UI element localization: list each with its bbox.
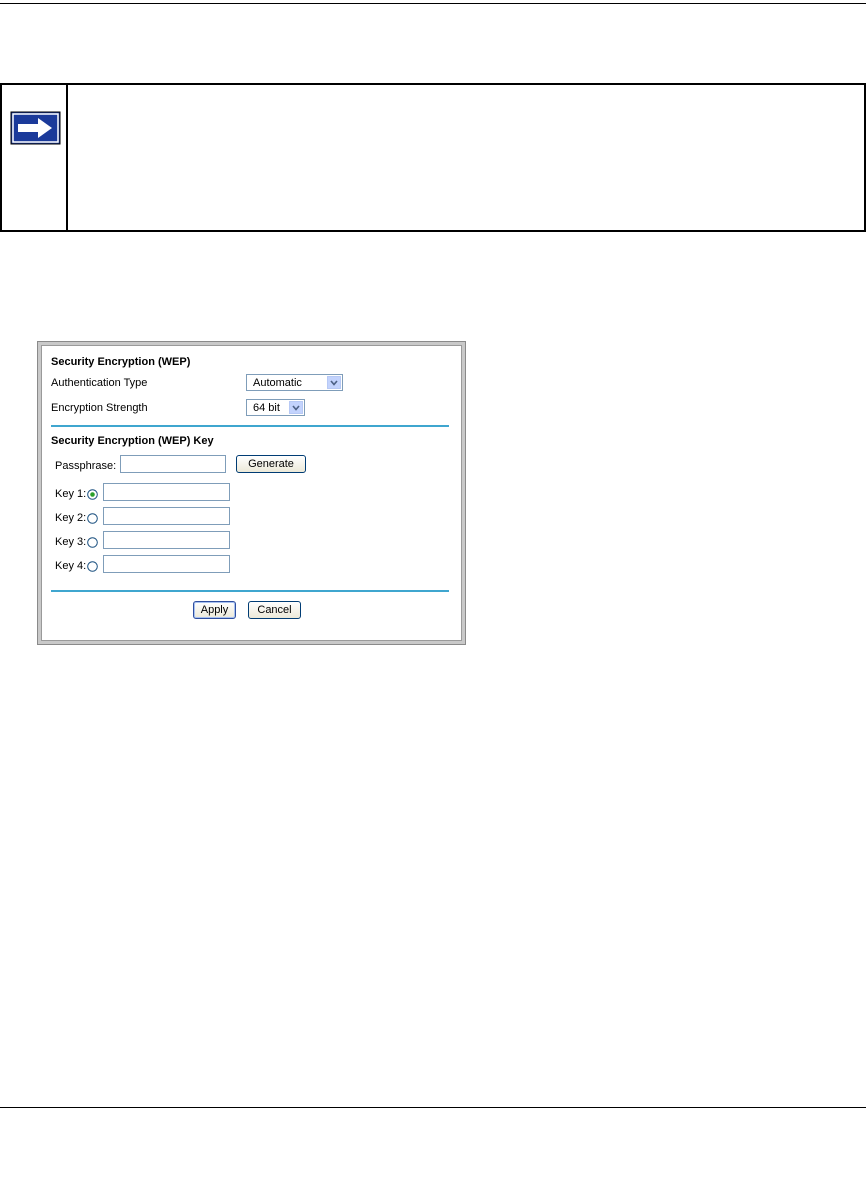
right-arrow-icon: [10, 111, 61, 145]
key-3-input[interactable]: [103, 531, 230, 549]
section-divider: [51, 590, 449, 592]
passphrase-input[interactable]: [120, 455, 226, 473]
key-2-input[interactable]: [103, 507, 230, 525]
cancel-button[interactable]: Cancel: [248, 601, 301, 619]
auth-type-value: Automatic: [253, 377, 302, 389]
generate-button[interactable]: Generate: [236, 455, 306, 473]
key-3-label: Key 3:: [55, 536, 87, 548]
passphrase-label: Passphrase:: [55, 460, 117, 472]
key-2-label: Key 2:: [55, 512, 87, 524]
section-divider: [51, 425, 449, 427]
auth-type-label: Authentication Type: [51, 377, 148, 389]
auth-type-select[interactable]: [246, 374, 343, 391]
chevron-down-icon[interactable]: [289, 401, 303, 414]
wep-settings-panel: [37, 341, 466, 645]
key-4-input[interactable]: [103, 555, 230, 573]
chevron-down-icon[interactable]: [327, 376, 341, 389]
key-1-radio[interactable]: [87, 487, 98, 498]
enc-strength-select[interactable]: [246, 399, 305, 416]
apply-button[interactable]: Apply: [193, 601, 236, 619]
wep-settings-form: [41, 345, 462, 641]
section-title-wep-key: Security Encryption (WEP) Key: [51, 435, 214, 447]
section-title-wep: Security Encryption (WEP): [51, 356, 191, 368]
note-divider: [66, 85, 68, 230]
key-3-radio[interactable]: [87, 535, 98, 546]
header-rule: [0, 3, 866, 4]
key-2-radio[interactable]: [87, 511, 98, 522]
key-4-label: Key 4:: [55, 560, 87, 572]
footer-rule: [0, 1107, 866, 1108]
key-1-input[interactable]: [103, 483, 230, 501]
note-box: [0, 83, 866, 232]
key-1-label: Key 1:: [55, 488, 87, 500]
key-4-radio[interactable]: [87, 559, 98, 570]
enc-strength-label: Encryption Strength: [51, 402, 148, 414]
enc-strength-value: 64 bit: [253, 402, 280, 414]
